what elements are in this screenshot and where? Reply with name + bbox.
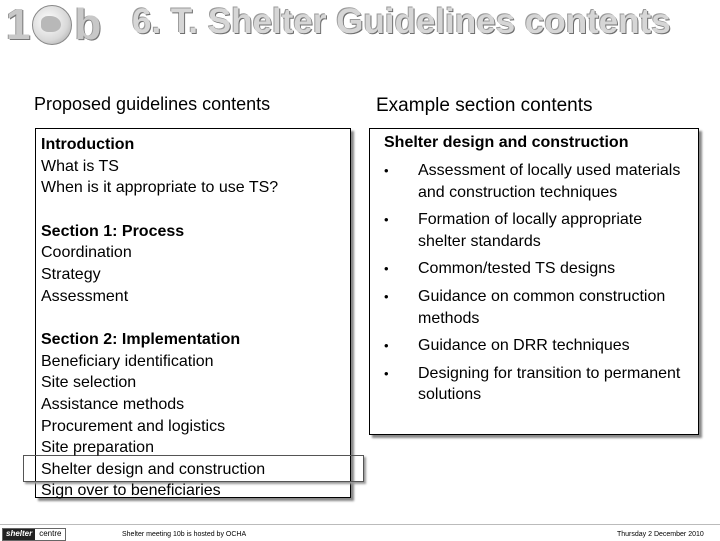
bullet-icon: • [384,212,389,228]
bullet-item [381,258,691,280]
list-item: Site preparation [41,439,154,457]
list-item: Beneficiary identification [41,352,214,370]
left-column-heading: Proposed guidelines contents [34,94,271,114]
bullet-item [381,286,691,329]
list-item: Assistance methods [41,395,185,413]
bullet-icon: • [384,163,389,178]
slide-title: 6. T. Shelter Guidelines contents [132,2,671,41]
list-item: Coordination [41,244,132,262]
bullet-icon: • [384,338,389,354]
list-item: Site selection [41,374,137,392]
globe-icon [32,5,72,45]
right-column-heading: Example section contents [376,95,593,116]
list-item: Sign over to beneficiaries [41,482,221,500]
guidelines-contents-list [41,134,351,502]
list-item: Shelter design and construction [41,460,266,478]
footer-host-text: Shelter meeting 10b is hosted by OCHA [122,531,247,538]
example-section-bullets [381,160,691,412]
logo-digit: 1 [6,0,31,49]
logo-letter: b [74,0,102,49]
bullet-item [381,363,691,406]
bullet-icon: • [384,365,389,381]
section-heading: Section 2: Implementation [41,331,241,349]
bullet-icon: • [384,261,389,277]
section-heading: Section 1: Process [41,222,185,240]
list-item: When is it appropriate to use TS? [41,179,279,197]
list-item: Strategy [41,265,101,283]
bullet-text: Guidance on DRR techniques [418,337,630,355]
list-item: Assessment [41,287,129,305]
list-gap [41,307,351,329]
bullet-text: Guidance on common construction methods [418,287,666,327]
logo-dark-part: shelter [3,529,35,540]
logo-light-part: centre [35,529,65,540]
list-gap [41,199,351,221]
footer-divider [0,524,720,525]
example-section-title: Shelter design and construction [384,134,629,151]
meeting-logo [6,2,118,48]
section-heading: Introduction [41,136,135,153]
bullet-text: Formation of locally appropriate shelter standards [418,211,643,250]
bullet-item [381,160,691,203]
bullet-text: Common/tested TS designs [418,260,616,278]
bullet-text: Assessment of locally used materials and construction techniques [418,162,681,201]
slide-header [0,0,720,52]
footer-date: Thursday 2 December 2010 [617,531,704,538]
list-item: Procurement and logistics [41,417,226,435]
bullet-item [381,335,691,357]
bullet-item [381,209,691,252]
list-item: What is TS [41,157,119,175]
bullet-text: Designing for transition to permanent solutions [418,364,681,404]
bullet-icon: • [384,288,389,304]
shelter-centre-logo [2,528,66,541]
